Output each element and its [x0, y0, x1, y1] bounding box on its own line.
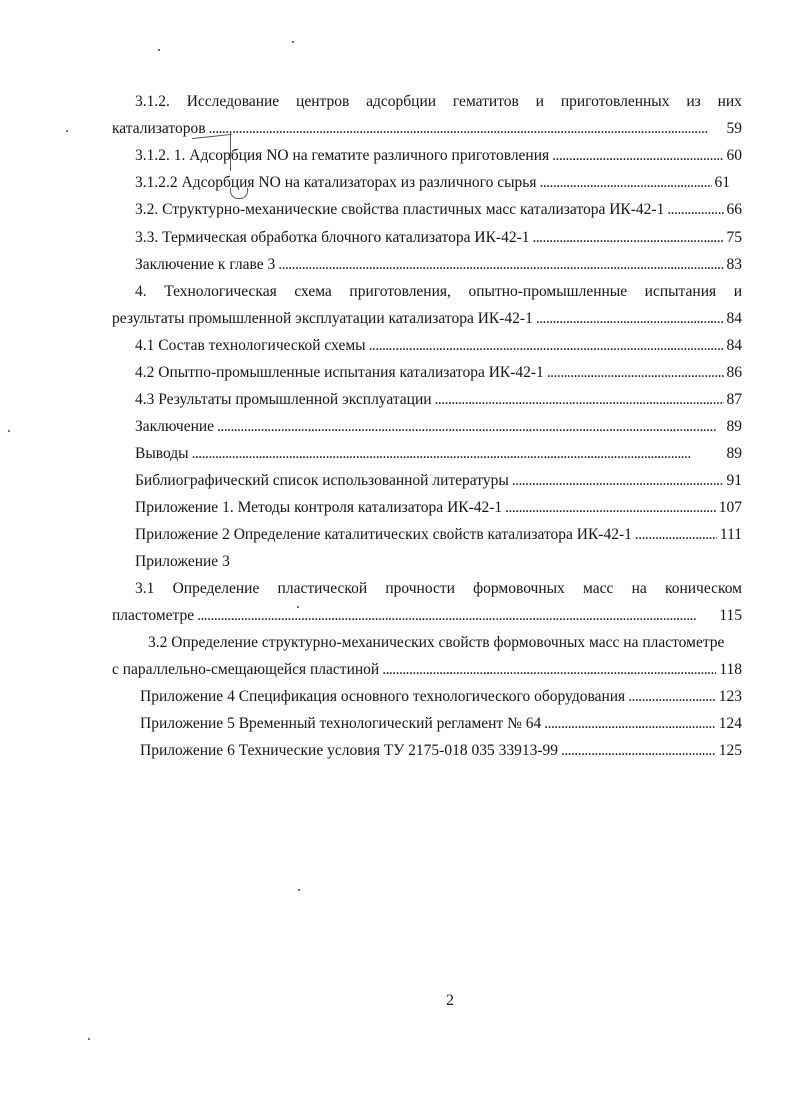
toc-entry-findings [135, 444, 742, 464]
toc-entry-appendix-2 [135, 525, 742, 545]
toc-entry-page: 61 [714, 174, 730, 191]
toc-entry-title: Заключение к главе 3 [135, 256, 276, 273]
toc-entry-4-3 [135, 390, 742, 410]
toc-entry-4-1 [135, 336, 742, 356]
toc-entry-page: 123 [718, 688, 742, 705]
toc-entry-appendix-1 [135, 498, 742, 518]
toc-entry-page: 66 [726, 201, 742, 218]
toc-entry-title: Заключение [135, 418, 215, 435]
toc-entry-4-2 [135, 363, 742, 383]
scan-speck [298, 889, 300, 891]
toc-entry-page: 107 [718, 499, 742, 516]
scan-speck [66, 130, 68, 132]
toc-entry-appendix-4 [140, 687, 742, 707]
toc-entry-page: 83 [726, 256, 742, 273]
toc-entry-4 [112, 309, 742, 329]
toc-entry-title: Выводы [135, 445, 189, 462]
toc-entry-page: 60 [726, 147, 742, 164]
toc-entry-page: 89 [726, 445, 742, 462]
toc-entry-app3-1-lead: 3.1 Определение пластической прочности формовочных масс на коническом [135, 580, 742, 597]
toc-entry-page: 86 [726, 364, 742, 381]
toc-entry-title: катализаторов [112, 120, 206, 137]
toc-entry-title: 3.1.2. 1. Адсорбция NO на гематите различного приготовления [135, 147, 550, 164]
toc-entry-page: 125 [718, 742, 742, 759]
scan-speck [292, 41, 294, 43]
toc-entry-page: 89 [726, 418, 742, 435]
toc-entry-page: 111 [719, 526, 742, 543]
toc-entry-page: 115 [719, 607, 742, 624]
toc-entry-title: Приложение 6 Технические условия ТУ 2175-018 035 33913-99 [140, 742, 558, 759]
toc-entry-title: 4.2 Опытпо-промышленные испытания катализатора ИК-42-1 [135, 364, 544, 381]
toc-entry-3-2 [135, 200, 742, 220]
toc-entry-3-1-2-1 [135, 146, 742, 166]
scan-speck [158, 49, 160, 51]
toc-entry-app3-2-lead: 3.2 Определение структурно-механических свойств формовочных масс на пластометре [148, 634, 725, 651]
toc-entry-bibliography [135, 471, 742, 491]
toc-entry-page: 118 [719, 661, 742, 678]
scan-speck [8, 430, 10, 432]
scan-speck [88, 1038, 90, 1040]
toc-entry-title: 3.3. Термическая обработка блочного катализатора ИК-42-1 [135, 229, 530, 246]
toc-entry-page: 84 [726, 310, 742, 327]
toc-entry-title: 4.3 Результаты промышленной эксплуатации [135, 391, 432, 408]
toc-entry-conclusion [135, 417, 742, 437]
toc-entry-page: 87 [726, 391, 742, 408]
toc-entry-page: 75 [726, 229, 742, 246]
toc-entry-4-lead: 4. Технологическая схема приготовления, опытно-промышленные испытания и [135, 283, 742, 300]
toc-entry-title: 3.2. Структурно-механические свойства пластичных масс катализатора ИК-42-1 [135, 201, 665, 218]
toc-entry-3-1-2-2 [135, 173, 730, 193]
toc-entry-title: Приложение 2 Определение каталитических свойств катализатора ИК-42-1 [135, 526, 632, 543]
toc-entry-appendix-5 [140, 714, 742, 734]
toc-entry-title: Приложение 5 Временный технологический регламент № 64 [140, 715, 542, 732]
toc-entry-conclusion-ch3 [135, 255, 742, 275]
toc-entry-title: Приложение 1. Методы контроля катализатора ИК-42-1 [135, 499, 503, 516]
page-number: 2 [446, 992, 454, 1009]
toc-entry-title: 4.1 Состав технологической схемы [135, 337, 366, 354]
toc-entry-appendix-3: Приложение 3 [135, 553, 230, 570]
toc-entry-app3-2 [112, 660, 742, 680]
toc-entry-title: 3.1.2.2 Адсорбция NO на катализаторах из различного сырья [135, 174, 537, 191]
toc-entry-page: 124 [718, 715, 742, 732]
toc-entry-3-3 [135, 228, 742, 248]
toc-entry-page: 84 [726, 337, 742, 354]
toc-entry-title: пластометре [112, 607, 195, 624]
toc-entry-app3-1 [112, 606, 742, 626]
toc-entry-title: результаты промышленной эксплуатации катализатора ИК-42-1 [112, 310, 533, 327]
toc-entry-page: 59 [726, 120, 742, 137]
toc-entry-title: с параллельно-смещающейся пластиной [112, 661, 380, 678]
toc-entry-title: Библиографический список использованной литературы [135, 472, 509, 489]
toc-entry-3-1-2-lead: 3.1.2. Исследование центров адсорбции гематитов и приготовленных из них [135, 93, 742, 110]
toc-entry-page: 91 [726, 472, 742, 489]
toc-entry-appendix-6 [140, 741, 742, 761]
toc-entry-title: Приложение 4 Спецификация основного технологического оборудования [140, 688, 626, 705]
